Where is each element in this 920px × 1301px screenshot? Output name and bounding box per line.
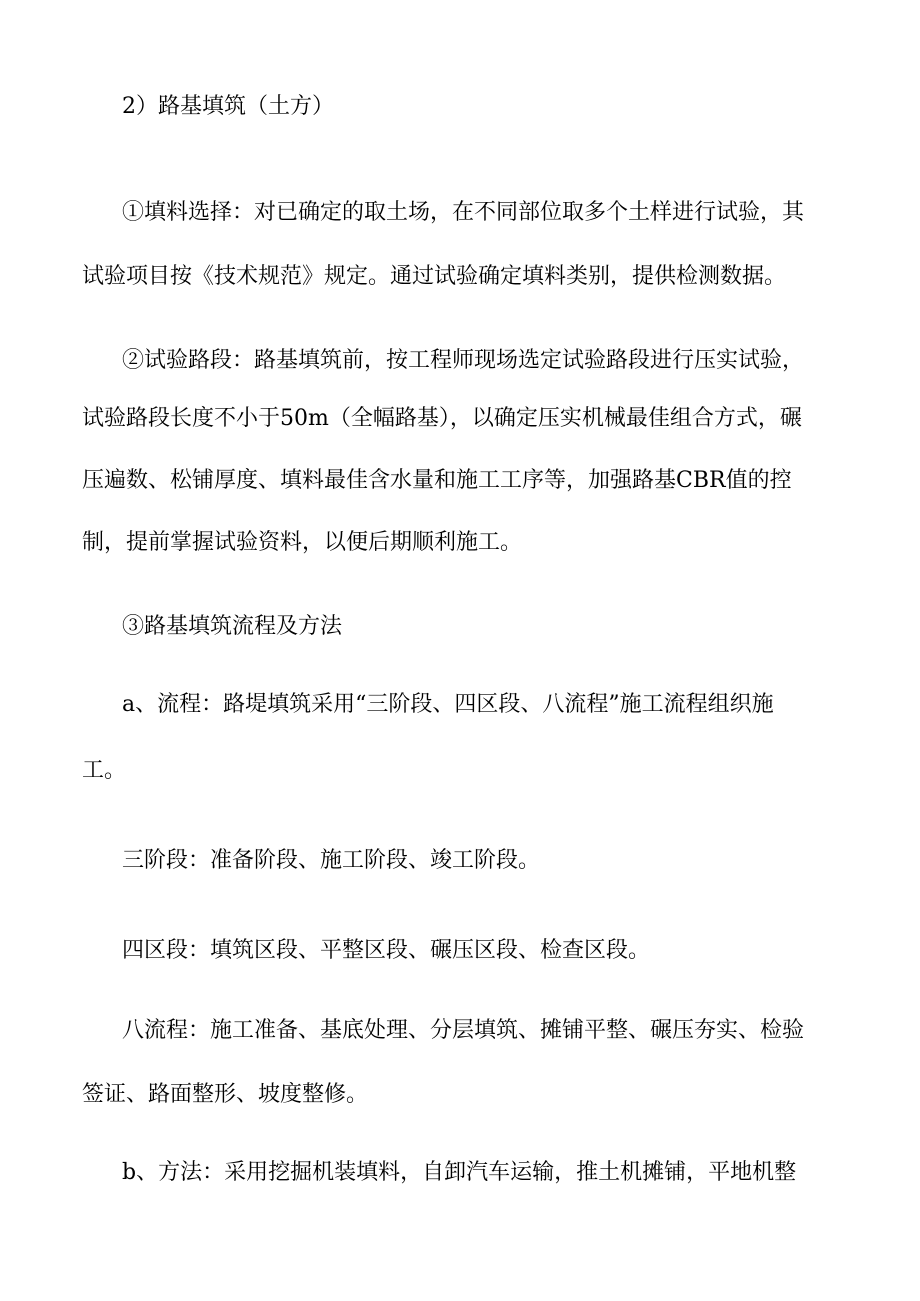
paragraph-eight-processes-line-1: 八流程：施工准备、基底处理、分层填筑、摊铺平整、碾压夯实、检验	[122, 1018, 805, 1043]
paragraph-fill-selection-line-2: 试验项目按《技术规范》规定。通过试验确定填料类别，提供检测数据。	[82, 264, 787, 289]
paragraph-flow-line-1: a、流程：路堤填筑采用“三阶段、四区段、八流程”施工流程组织施	[122, 692, 774, 717]
paragraph-four-zones: 四区段：填筑区段、平整区段、碾压区段、检查区段。	[122, 938, 651, 963]
section-heading: 2）路基填筑（土方）	[122, 94, 334, 119]
paragraph-test-section-line-1: ②试验路段：路基填筑前，按工程师现场选定试验路段进行压实试验，	[122, 348, 805, 373]
paragraph-process-heading: ③路基填筑流程及方法	[122, 614, 343, 639]
paragraph-three-stages: 三阶段：准备阶段、施工阶段、竣工阶段。	[122, 848, 541, 873]
paragraph-eight-processes-line-2: 签证、路面整形、坡度整修。	[82, 1082, 369, 1107]
paragraph-test-section-line-3: 压遍数、松铺厚度、填料最佳含水量和施工工序等，加强路基CBR值的控	[82, 468, 792, 493]
paragraph-test-section-line-4: 制，提前掌握试验资料，以便后期顺利施工。	[82, 530, 523, 555]
paragraph-test-section-line-2: 试验路段长度不小于50m（全幅路基），以确定压实机械最佳组合方式，碾	[82, 406, 802, 431]
paragraph-flow-line-2: 工。	[82, 758, 127, 783]
paragraph-method-line-1: b、方法：采用挖掘机装填料，自卸汽车运输，推土机摊铺，平地机整	[122, 1160, 797, 1185]
paragraph-fill-selection-line-1: ①填料选择：对已确定的取土场，在不同部位取多个土样进行试验，其	[122, 200, 805, 225]
